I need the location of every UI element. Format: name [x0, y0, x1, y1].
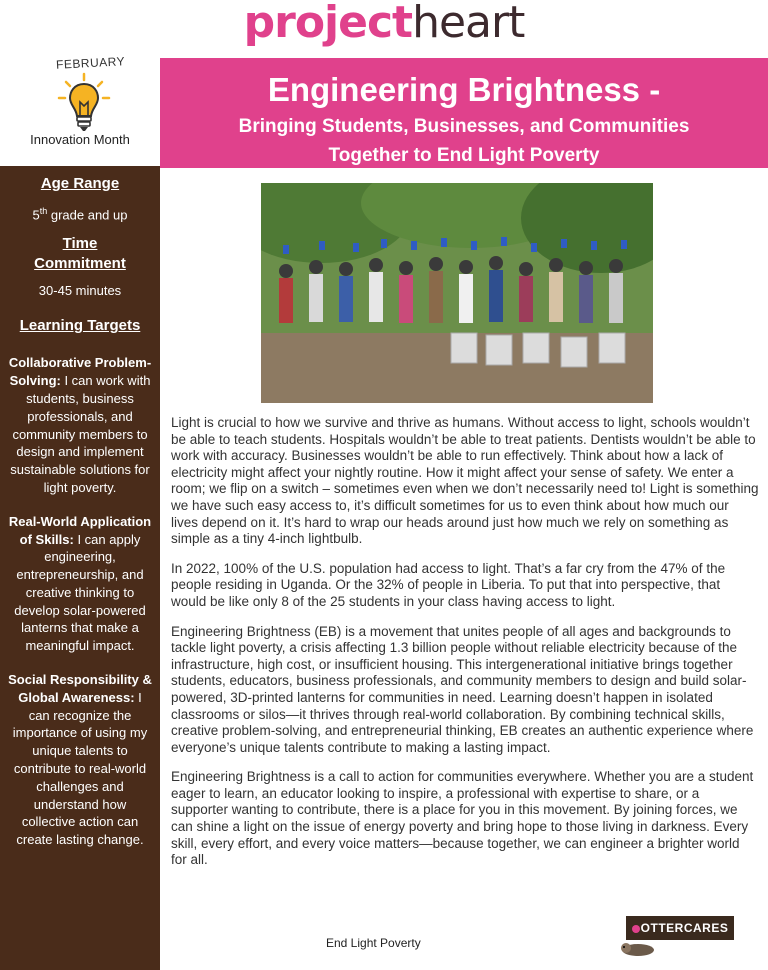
learning-target: Real-World Application of Skills: I can apply engineering, entrepreneurship, and creative thinking to develop solar-powered lanterns that make a meaningful impact.	[8, 513, 152, 654]
community-group-photo	[261, 183, 653, 403]
innovation-month-badge	[0, 52, 160, 164]
ottercares-logo: OTTERCARES	[626, 916, 734, 940]
body-paragraph: Engineering Brightness (EB) is a movement that unites people of all ages and backgrounds to tackle light poverty, a crisis affecting 1.3 billion people without reliable electricity because of the infrastructure, high cost, or insufficient housing. This intergenerational initiative brings together students, educators, business professionals, and community members to design and build solar-powered, 3D-printed lanterns for communities in need. Learning doesn’t happen in isolated classrooms or silos—it thrives through real-world collaboration. By combining technical skills, creative problem-solving, and entrepreneurial thinking, EB creates an authentic experience where everyone’s unique talents contribute to making a lasting impact.	[171, 623, 754, 755]
page-subtitle-line-1: Bringing Students, Businesses, and Communities	[238, 116, 690, 137]
page-title: Engineering Brightness -	[267, 71, 661, 108]
otter-logo-icon	[618, 912, 738, 958]
info-sidebar	[0, 166, 160, 970]
learning-target: Collaborative Problem-Solving: I can work with students, business professionals, and community members to design and implement sustainable solutions for light poverty.	[8, 355, 152, 495]
body-paragraph: Light is crucial to how we survive and thrive as humans. Without access to light, schools wouldn’t be able to teach students. Hospitals wouldn’t be able to treat patients. Dentists wouldn’t be able to work with accuracy. Businesses wouldn’t be able to run effectively. Think about how a lack of electricity might affect your nightly routine. How it might affect your sense of safety. We enter a room; we flip on a switch – sometimes even when we don’t necessarily need to! Light is something we have such easy access to, it’s difficult sometimes for us to even think about how much our lives depend on it. It’s hard to wrap our heads around just how much we rely on something as simple as a tiny 4-inch lightbulb.	[171, 415, 759, 547]
body-paragraph: In 2022, 100% of the U.S. population had access to light. That’s a far cry from the 47% of the people residing in Uganda. Or the 32% of people in Liberia. To put that into perspective, that would be like only 8 of the 25 students in your class having access to light.	[171, 560, 726, 609]
logo-project: project	[243, 0, 413, 48]
learning-target: Social Responsibility & Global Awareness: I can recognize the importance of using my unique talents to contribute to real-world challenges and understand how collective action can create lasting change.	[8, 672, 152, 848]
project-heart-logo	[0, 0, 768, 50]
age-range-heading: Age Range	[40, 175, 120, 192]
badge-month: FEBRUARY	[55, 54, 126, 72]
learning-targets-heading: Learning Targets	[19, 317, 141, 335]
title-banner	[160, 58, 768, 168]
body-paragraph: Engineering Brightness is a call to action for communities everywhere. Whether you are a student eager to learn, an educator looking to inspire, a professional with expertise to share, or a supporter wanting to contribute, there is a place for you in this movement. By joining forces, we can shine a light on the issue of energy poverty and bring hope to those living in darkness. Every skill, every effort, and every voice matters—because together, we can engineer a brighter world for all.	[171, 769, 754, 868]
age-range-value: 5th grade and up	[32, 206, 128, 223]
lightbulb-icon	[56, 72, 112, 134]
footer-text: End Light Poverty	[326, 936, 421, 950]
badge-caption: Innovation Month	[30, 132, 130, 147]
article-body	[171, 415, 759, 882]
logo-heart: heart	[412, 0, 525, 48]
time-commitment-value: 30-45 minutes	[38, 283, 122, 299]
page-subtitle-line-2: Together to End Light Poverty	[328, 145, 600, 166]
time-commitment-heading: Time Commitment	[34, 235, 126, 273]
